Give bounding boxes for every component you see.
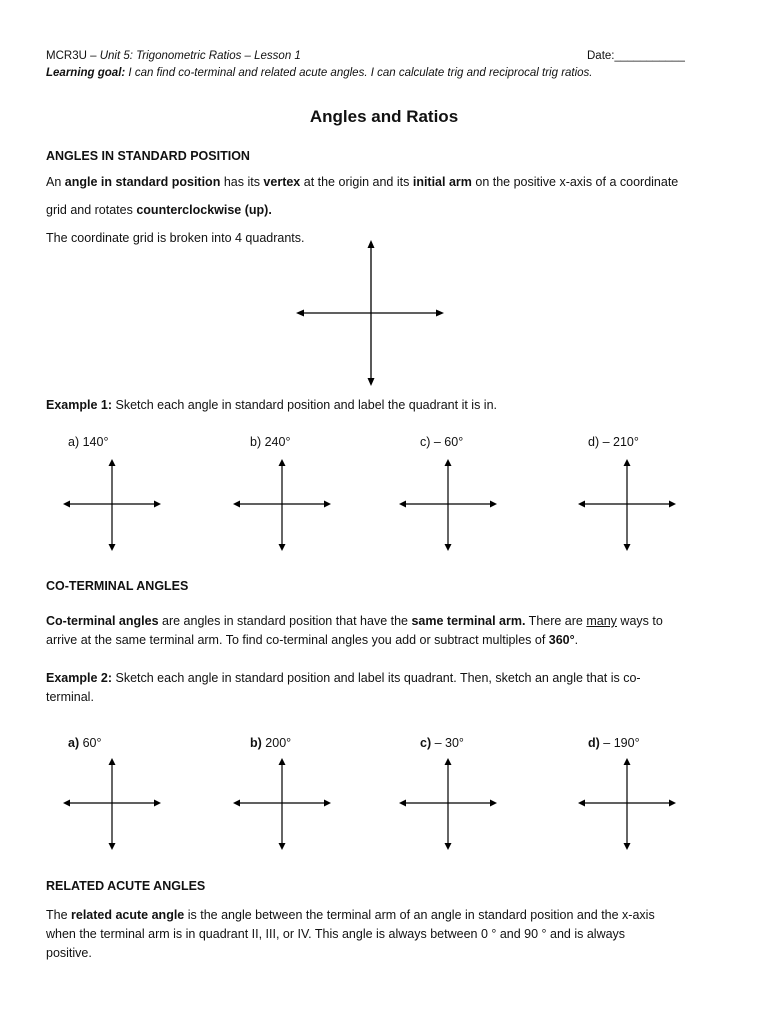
term-same-terminal-arm: same terminal arm. [411, 614, 526, 628]
text: An [46, 175, 65, 189]
text: ways to [616, 614, 663, 628]
example-2-prompt [46, 670, 641, 686]
small-axes-ex2-c [398, 757, 498, 851]
dash: – [86, 50, 100, 62]
co-terminal-definition-line2 [46, 632, 578, 648]
date-blank: ___________ [614, 50, 685, 62]
term-counterclockwise: counterclockwise (up). [136, 203, 272, 217]
example-1-item-c: c) – 60° [420, 435, 464, 449]
date-field [587, 48, 685, 64]
term-related-acute-angle: related acute angle [71, 908, 185, 922]
date-label: Date: [587, 50, 615, 62]
small-axes-ex1-b [232, 458, 332, 552]
text: . [574, 633, 579, 647]
text: on the positive x-axis of a coordinate [471, 175, 679, 189]
related-acute-definition-line1 [46, 907, 655, 923]
section-heading-co-terminal: CO-TERMINAL ANGLES [46, 579, 189, 593]
term-vertex: vertex [263, 175, 301, 189]
header-course-line [46, 48, 301, 64]
co-terminal-definition-line1 [46, 613, 663, 629]
learning-goal [46, 65, 593, 81]
text: has its [220, 175, 264, 189]
text: at the origin and its [300, 175, 413, 189]
quadrants-sentence: The coordinate grid is broken into 4 quadrants. [46, 231, 305, 245]
large-coordinate-axes [290, 238, 450, 388]
section-heading-related-acute: RELATED ACUTE ANGLES [46, 879, 206, 893]
text: are angles in standard position that have the [158, 614, 412, 628]
standard-position-definition-line1 [46, 174, 678, 190]
example-2-item-c [420, 735, 464, 751]
example-1-prompt [46, 397, 497, 413]
learning-goal-label: Learning goal: [46, 67, 126, 79]
example-2-prompt-line2: terminal. [46, 690, 94, 704]
example-1-label: Example 1: [46, 398, 113, 412]
item-letter: d) [588, 736, 600, 750]
term-angle-standard-position: angle in standard position [64, 175, 221, 189]
small-axes-ex2-b [232, 757, 332, 851]
example-2-text: Sketch each angle in standard position and label its quadrant. Then, sketch an angle that is co- [112, 671, 641, 685]
text: The [46, 908, 72, 922]
item-letter: b) [250, 736, 262, 750]
term-360: 360° [548, 633, 575, 647]
example-1-item-b: b) 240° [250, 435, 291, 449]
page-title: Angles and Ratios [309, 107, 459, 126]
small-axes-ex1-c [398, 458, 498, 552]
text: There are [525, 614, 587, 628]
example-2-item-a [68, 735, 102, 751]
text: grid and rotates [46, 203, 137, 217]
example-2-label: Example 2: [46, 671, 113, 685]
unit-lesson: Unit 5: Trigonometric Ratios – Lesson 1 [99, 50, 301, 62]
small-axes-ex2-d [577, 757, 677, 851]
underlined-many: many [586, 614, 617, 628]
item-letter: c) [420, 736, 432, 750]
small-axes-ex2-a [62, 757, 162, 851]
term-co-terminal-angles: Co-terminal angles [46, 614, 159, 628]
related-acute-definition-line2: when the terminal arm is in quadrant II, III, or IV. This angle is always between 0 ° and 90 ° and is always [46, 927, 626, 941]
learning-goal-text: I can find co-terminal and related acute angles. I can calculate trig and reciprocal trig ratios. [125, 67, 593, 79]
small-axes-ex1-d [577, 458, 677, 552]
standard-position-definition-line2 [46, 202, 272, 218]
term-initial-arm: initial arm [412, 175, 472, 189]
example-1-item-a: a) 140° [68, 435, 109, 449]
example-1-text: Sketch each angle in standard position and label the quadrant it is in. [112, 398, 497, 412]
small-axes-ex1-a [62, 458, 162, 552]
item-letter: a) [68, 736, 80, 750]
example-1-item-d: d) – 210° [588, 435, 639, 449]
item-value: – 190° [599, 736, 640, 750]
text: is the angle between the terminal arm of an angle in standard position and the x-axis [184, 908, 655, 922]
item-value: 200° [261, 736, 292, 750]
section-heading-standard-position: ANGLES IN STANDARD POSITION [46, 149, 250, 163]
course-code: MCR3U [46, 50, 87, 62]
example-2-item-d [588, 735, 640, 751]
item-value: – 30° [431, 736, 464, 750]
related-acute-definition-line3: positive. [46, 946, 92, 960]
item-value: 60° [79, 736, 102, 750]
text: arrive at the same terminal arm. To find co-terminal angles you add or subtract multiples of [46, 633, 549, 647]
example-2-item-b [250, 735, 291, 751]
